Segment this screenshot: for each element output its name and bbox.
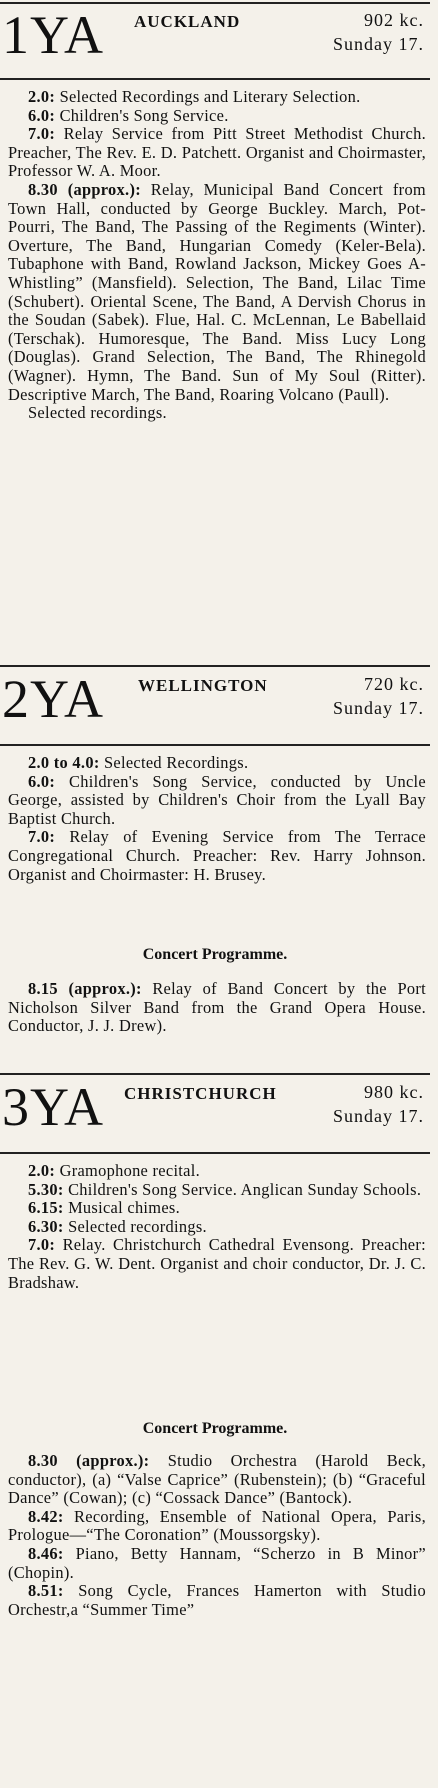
item-time: 2.0: bbox=[28, 87, 56, 106]
item-text: Children's Song Service. bbox=[59, 105, 229, 125]
item-text: Relay, Municipal Band Concert from Town Hall, conducted by George Buckley. March, Pot-Pourri, The Band, The Passing of the Regiments (Winter). Overture, The Band, Hungarian Comedy (Keler-Bela). Tubaphone with Band, Rowland Jackson, Mickey Goes A-Whistling” (Mansfield). Selection, The Band, Lilac Time (Schubert). Oriental Scene, The Band, A Dervish Chorus in the Soudan (Sabek). Flue, Hal. C. McLennan, Le Babellaid (Terschak). Humoresque, The Band. Miss Lucy Long (Douglas). Grand Selection, The Band, The Rhinegold (Wagner). Hymn, The Band. Sun of My Soul (Ritter). Descriptive March, The Band, Roaring Volcano (Paull). bbox=[8, 179, 426, 404]
programme-item bbox=[8, 1545, 426, 1582]
station-call-sign: 3YA bbox=[2, 1077, 105, 1137]
programme-list-2ya bbox=[8, 754, 426, 884]
station-header-3ya bbox=[0, 1076, 430, 1146]
programme-list-3ya bbox=[8, 1162, 426, 1292]
concert-list-3ya bbox=[8, 1452, 426, 1619]
item-text: Relay Service from Pitt Street Methodist Church. Preacher, The Rev. E. D. Patchett. Organist and Choirmaster, Professor W. A. Moor. bbox=[8, 124, 426, 181]
section-rule bbox=[0, 1073, 430, 1075]
item-text: Musical chimes. bbox=[68, 1198, 180, 1218]
station-day: Sunday 17. bbox=[333, 698, 424, 718]
station-call-sign: 2YA bbox=[2, 669, 105, 729]
concert-heading: Concert Programme. bbox=[142, 946, 288, 963]
programme-item bbox=[8, 980, 426, 1036]
programme-item bbox=[8, 1218, 426, 1237]
programme-item bbox=[8, 1452, 426, 1508]
item-time: 2.0: bbox=[28, 1161, 56, 1180]
programme-item bbox=[8, 125, 426, 181]
programme-item bbox=[8, 754, 426, 773]
item-time: 6.15: bbox=[28, 1198, 64, 1218]
programme-item bbox=[8, 1162, 426, 1181]
item-text: Relay. Christchurch Cathedral Evensong. Preacher: The Rev. G. W. Dent. Organist and choir conductor, Dr. J. C. Bradshaw. bbox=[8, 1235, 426, 1292]
station-frequency: 720 kc. bbox=[364, 674, 424, 694]
programme-item bbox=[8, 1236, 426, 1292]
item-time: 8.42: bbox=[28, 1506, 64, 1526]
concert-list-2ya bbox=[8, 980, 426, 1036]
item-time: 7.0: bbox=[28, 827, 56, 847]
item-text: Studio Orchestra (Harold Beck, conductor), (a) “Valse Caprice” (Rubenstein); (b) “Graceful Dance” (Cowan); (c) “Cossack Dance” (Bantock). bbox=[8, 1451, 426, 1508]
section-rule bbox=[0, 744, 430, 746]
item-text: Piano, Betty Hannam, “Scherzo in B Minor” (Chopin). bbox=[8, 1543, 426, 1582]
item-text: Selected Recordings. bbox=[104, 753, 249, 772]
item-time: 8.51: bbox=[28, 1581, 64, 1601]
section-rule bbox=[0, 78, 430, 80]
programme-item bbox=[8, 181, 426, 404]
programme-item bbox=[8, 773, 426, 829]
section-rule bbox=[0, 665, 430, 667]
programme-item bbox=[8, 404, 426, 423]
station-city: AUCKLAND bbox=[134, 12, 241, 31]
station-call-sign: 1YA bbox=[2, 5, 105, 65]
programme-item bbox=[8, 1582, 426, 1619]
item-time: 8.15 (approx.): bbox=[28, 979, 142, 998]
station-city: CHRISTCHURCH bbox=[124, 1084, 277, 1103]
concert-heading: Concert Programme. bbox=[142, 1420, 288, 1437]
item-time: 8.30 (approx.): bbox=[28, 1451, 150, 1470]
item-time: 8.30 (approx.): bbox=[28, 179, 141, 199]
item-text: Relay of Evening Service from The Terrace Congregational Church. Preacher: Rev. Harry Johnson. Organist and Choirmaster: H. Brusey. bbox=[8, 827, 426, 884]
item-text: Relay of Band Concert by the Port Nicholson Silver Band from the Grand Opera House. Conductor, J. J. Drew). bbox=[8, 979, 426, 1036]
programme-item bbox=[8, 828, 426, 884]
item-text: Gramophone recital. bbox=[59, 1161, 200, 1180]
item-text: Recording, Ensemble of National Opera, Paris, Prologue—“The Coronation” (Moussorgsky). bbox=[8, 1506, 426, 1545]
station-day: Sunday 17. bbox=[333, 34, 424, 54]
section-rule bbox=[0, 1152, 430, 1154]
programme-item bbox=[8, 1181, 426, 1200]
station-header-2ya bbox=[0, 668, 430, 738]
item-text: Song Cycle, Frances Hamerton with Studio Orchestr,a “Summer Time” bbox=[8, 1581, 426, 1619]
item-text: Selected Recordings and Literary Selection. bbox=[59, 87, 361, 106]
item-time: 5.30: bbox=[28, 1179, 64, 1199]
station-day: Sunday 17. bbox=[333, 1106, 424, 1126]
station-frequency: 902 kc. bbox=[364, 10, 424, 30]
item-time: 6.0: bbox=[28, 771, 56, 791]
station-frequency: 980 kc. bbox=[364, 1082, 424, 1102]
station-city: WELLINGTON bbox=[138, 676, 268, 695]
item-text: Selected recordings. bbox=[68, 1216, 207, 1236]
item-text: Children's Song Service. Anglican Sunday Schools. bbox=[68, 1179, 422, 1199]
item-time: 6.30: bbox=[28, 1216, 64, 1236]
item-text: Selected recordings. bbox=[28, 403, 167, 423]
item-time: 8.46: bbox=[28, 1543, 64, 1563]
programme-item bbox=[8, 1508, 426, 1545]
item-time: 7.0: bbox=[28, 1235, 56, 1255]
programme-list-1ya bbox=[8, 88, 426, 423]
item-time: 2.0 to 4.0: bbox=[28, 753, 100, 772]
programme-item bbox=[8, 1199, 426, 1218]
item-time: 7.0: bbox=[28, 124, 56, 144]
item-text: Children's Song Service, conducted by Uncle George, assisted by Children's Choir from the Lyall Bay Baptist Church. bbox=[8, 771, 426, 828]
station-header-1ya bbox=[0, 4, 430, 74]
programme-item bbox=[8, 107, 426, 126]
programme-item bbox=[8, 88, 426, 107]
item-time: 6.0: bbox=[28, 105, 56, 125]
